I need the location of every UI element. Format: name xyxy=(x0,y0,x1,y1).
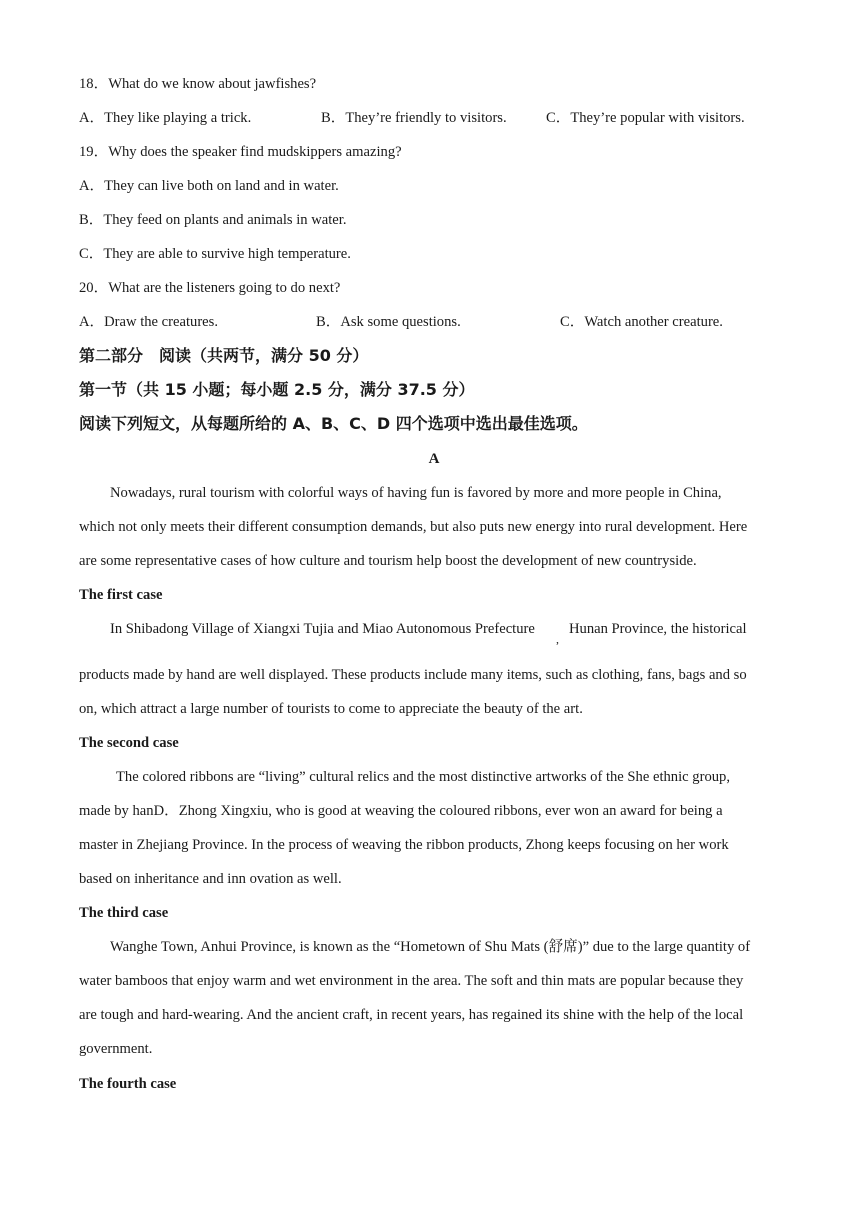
question-19-option-a: A．They can live both on land and in water. xyxy=(79,178,339,194)
question-20-option-b: B．Ask some questions. xyxy=(316,314,461,330)
case-heading: The first case xyxy=(79,587,163,603)
case1-line: Hunan Province, the historical xyxy=(569,621,747,637)
question-20-stem: 20．What are the listeners going to do next? xyxy=(79,280,341,296)
question-20-option-c: C．Watch another creature. xyxy=(560,314,723,330)
case3-line: government. xyxy=(79,1041,153,1057)
question-19-stem: 19．Why does the speaker find mudskippers amazing? xyxy=(79,144,402,160)
question-18-stem: 18．What do we know about jawfishes? xyxy=(79,76,317,92)
case1-line: on, which attract a large number of tourists to come to appreciate the beauty of the art. xyxy=(79,701,583,717)
section-title: 第一节（共 15 小题；每小题 2.5 分，满分 37.5 分） xyxy=(79,380,475,399)
case3-line: Wanghe Town, Anhui Province, is known as the “Hometown of Shu Mats (舒席)” due to the large quantity of xyxy=(110,939,751,955)
question-18-option-b: B．They’re friendly to visitors. xyxy=(321,110,507,126)
case2-line: based on inheritance and inn ovation as well. xyxy=(79,871,342,887)
case2-line: master in Zhejiang Province. In the process of weaving the ribbon products, Zhong keeps focusing on her work xyxy=(79,837,729,853)
case1-comma: , xyxy=(556,632,559,646)
case2-line: The colored ribbons are “living” cultural relics and the most distinctive artworks of the She ethnic group, xyxy=(116,769,730,785)
case1-line: products made by hand are well displayed. These products include many items, such as clothing, fans, bags and so xyxy=(79,667,747,683)
case2-line: made by hanD．Zhong Xingxiu, who is good at weaving the coloured ribbons, ever won an award for being a xyxy=(79,803,723,819)
passage-intro-line: Nowadays, rural tourism with colorful ways of having fun is favored by more and more people in China, xyxy=(110,485,722,501)
case-heading: The fourth case xyxy=(79,1076,177,1092)
case-heading: The third case xyxy=(79,905,169,921)
passage-intro-line: are some representative cases of how culture and tourism help boost the development of new countryside. xyxy=(79,553,697,569)
case3-line: are tough and hard-wearing. And the ancient craft, in recent years, has regained its shine with the help of the local xyxy=(79,1007,744,1023)
question-19-option-b: B．They feed on plants and animals in water. xyxy=(79,212,347,228)
passage-intro-line: which not only meets their different consumption demands, but also puts new energy into rural development. Here xyxy=(79,519,748,535)
case1-line: In Shibadong Village of Xiangxi Tujia and Miao Autonomous Prefecture xyxy=(110,621,535,637)
passage-letter: A xyxy=(428,451,440,467)
case3-line: water bamboos that enjoy warm and wet environment in the area. The soft and thin mats are popular because they xyxy=(79,973,744,989)
question-18-option-c: C．They’re popular with visitors. xyxy=(546,110,745,126)
question-18-option-a: A．They like playing a trick. xyxy=(79,110,252,126)
question-20-option-a: A．Draw the creatures. xyxy=(79,314,218,330)
question-19-option-c: C．They are able to survive high temperature. xyxy=(79,246,351,262)
section-instruction: 阅读下列短文，从每题所给的 A、B、C、D 四个选项中选出最佳选项。 xyxy=(79,414,588,433)
part-title: 第二部分 阅读（共两节，满分 50 分） xyxy=(79,346,369,365)
case-heading: The second case xyxy=(79,735,179,751)
